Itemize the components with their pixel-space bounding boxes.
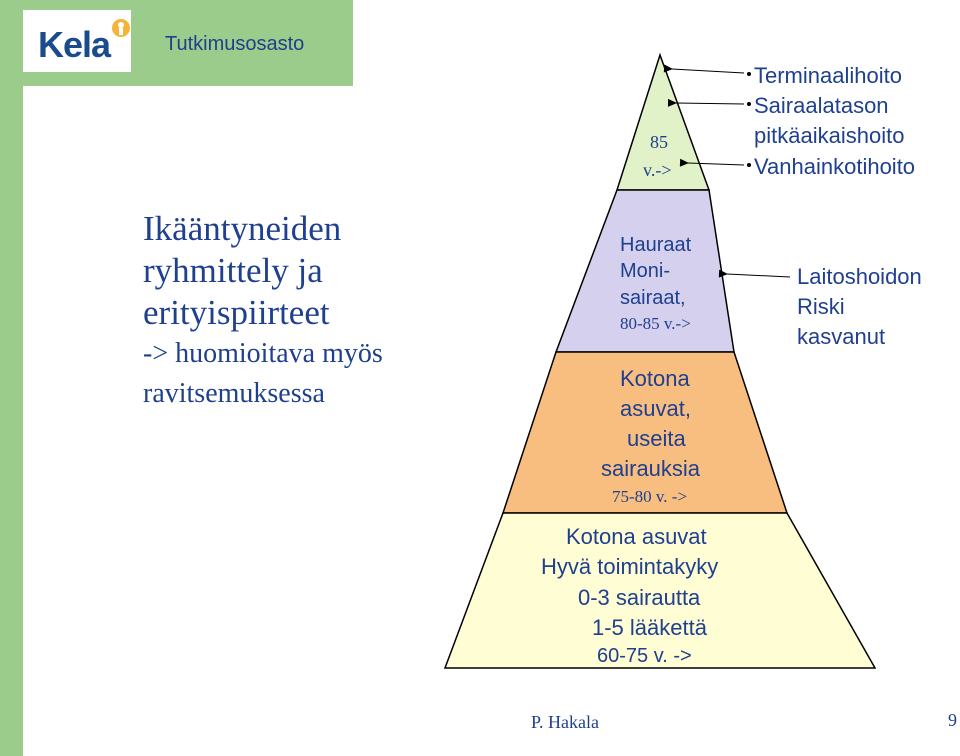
- level-homegood-age: 60-75 v. ->: [597, 645, 692, 667]
- footer-author: P. Hakala: [531, 712, 599, 732]
- annotation-long-term-care: pitkäaikaishoito: [754, 123, 905, 148]
- level-homemany-line-2: asuvat,: [620, 396, 691, 421]
- annotation-nursing-home: Vanhainkotihoito: [754, 154, 916, 179]
- level-homemany-age: 75-80 v. ->: [612, 487, 688, 506]
- title-line-2: ryhmittely ja: [143, 251, 323, 290]
- level-frail-age: 80-85 v.->: [620, 314, 691, 333]
- title-sub-line-1: -> huomioitava myös: [143, 338, 383, 369]
- level-homemany-line-4: sairauksia: [601, 456, 701, 481]
- level-homemany-line-3: useita: [627, 426, 686, 451]
- level-top-suffix: v.->: [643, 160, 672, 180]
- level-homegood-line-2: Hyvä toimintakyky: [541, 554, 719, 579]
- annotation-institutional-line-1: Laitoshoidon: [797, 264, 922, 289]
- annotation-terminal-care: Terminaalihoito: [754, 63, 902, 88]
- arrow-to-top-1: [672, 69, 744, 73]
- level-frail-line-1: Hauraat: [620, 234, 692, 256]
- level-homegood-line-4: 1-5 lääkettä: [592, 615, 707, 640]
- annotation-hospital-level: Sairaalatason: [754, 93, 889, 118]
- bullet-3: [747, 163, 751, 167]
- title-line-1: Ikääntyneiden: [143, 209, 342, 248]
- level-homemany-line-1: Kotona: [620, 366, 690, 391]
- kela-logo: Kela: [38, 24, 111, 65]
- title-sub-line-2: ravitsemuksessa: [143, 378, 325, 409]
- level-homegood-line-3: 0-3 sairautta: [578, 585, 701, 610]
- department-label: Tutkimusosasto: [165, 33, 305, 55]
- annotation-institutional-line-2: Riski: [797, 294, 845, 319]
- bullet-1: [747, 72, 751, 76]
- level-homegood-line-1: Kotona asuvat: [566, 524, 707, 549]
- page-number: 9: [948, 710, 957, 730]
- level-frail-line-3: sairaat,: [620, 287, 686, 309]
- annotation-institutional-line-3: kasvanut: [797, 324, 886, 349]
- bullet-2: [747, 102, 751, 106]
- level-frail-line-2: Moni-: [620, 260, 671, 282]
- title-line-3: erityispiirteet: [143, 293, 330, 332]
- level-top-age: 85: [650, 132, 668, 152]
- arrow-to-frail: [727, 274, 790, 277]
- arrow-to-top-2: [676, 103, 744, 104]
